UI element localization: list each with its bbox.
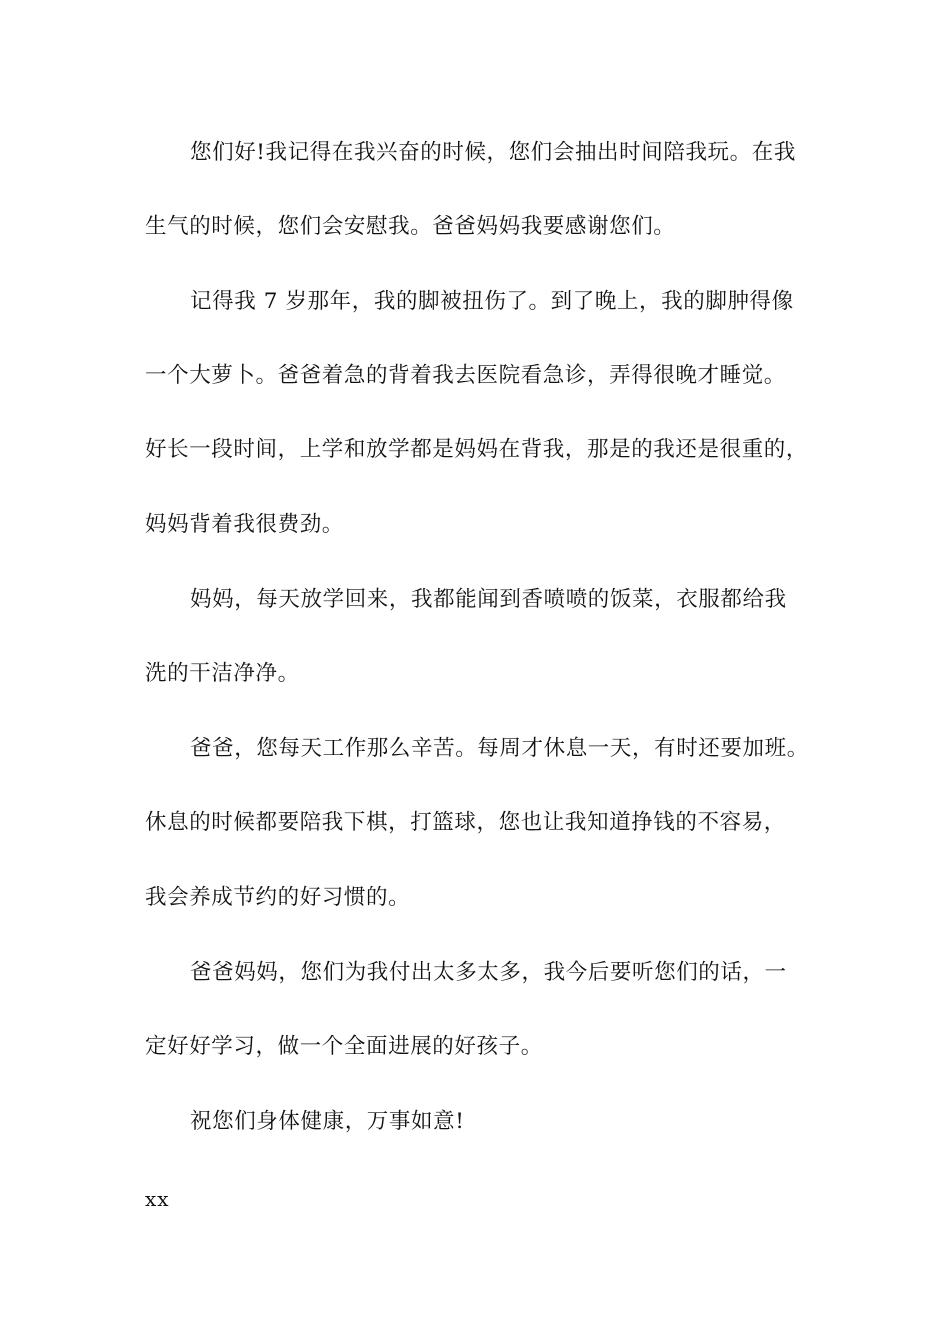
closing-wish: 祝您们身体健康，万事如意!	[190, 1109, 465, 1134]
paragraph-2-line-1: 记得我 7 岁那年，我的脚被扭伤了。到了晚上，我的脚肿得像	[190, 289, 794, 314]
signature: xx	[145, 1187, 170, 1211]
paragraph-3-line-2: 洗的干洁净净。	[145, 661, 300, 686]
paragraph-1-line-1: 您们好!我记得在我兴奋的时候，您们会抽出时间陪我玩。在我	[190, 140, 796, 165]
paragraph-2-line-2: 一个大萝卜。爸爸着急的背着我去医院看急诊，弄得很晚才睡觉。	[145, 363, 786, 388]
paragraph-5-line-1: 爸爸妈妈，您们为我付出太多太多，我今后要听您们的话，一	[190, 960, 787, 985]
paragraph-4-line-3: 我会养成节约的好习惯的。	[145, 885, 411, 910]
paragraph-2-line-4: 妈妈背着我很费劲。	[145, 512, 344, 537]
paragraph-3-line-1: 妈妈，每天放学回来，我都能闻到香喷喷的饭菜，衣服都给我	[190, 587, 787, 612]
paragraph-4-line-1: 爸爸，您每天工作那么辛苦。每周才休息一天，有时还要加班。	[190, 736, 809, 761]
paragraph-2-line-3: 好长一段时间，上学和放学都是妈妈在背我，那是的我还是很重的，	[145, 437, 809, 462]
paragraph-4-line-2: 休息的时候都要陪我下棋，打篮球，您也让我知道挣钱的不容易，	[145, 810, 786, 835]
paragraph-1-line-2: 生气的时候，您们会安慰我。爸爸妈妈我要感谢您们。	[145, 214, 676, 239]
paragraph-5-line-2: 定好好学习，做一个全面进展的好孩子。	[145, 1034, 543, 1059]
